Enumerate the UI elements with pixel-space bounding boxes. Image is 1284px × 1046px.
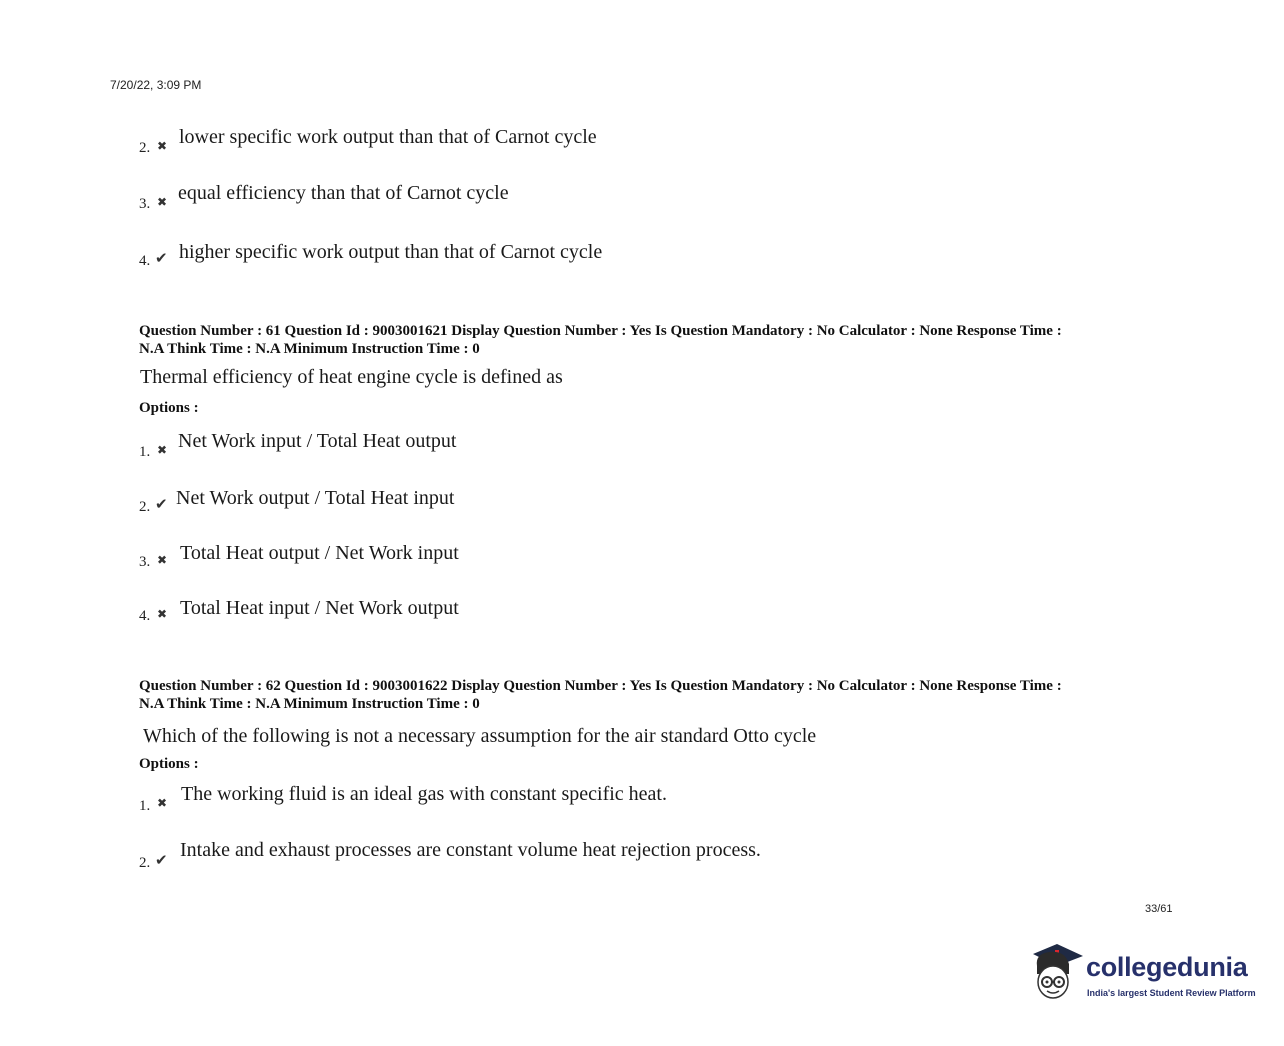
- option-text: Total Heat output / Net Work input: [180, 542, 459, 564]
- option-number: 2.: [139, 499, 151, 515]
- check-icon: ✔: [155, 853, 168, 869]
- option-number: 1.: [139, 798, 151, 814]
- options-label: Options :: [139, 756, 199, 772]
- option-number: 4.: [139, 253, 151, 269]
- check-icon: ✔: [155, 251, 168, 267]
- print-timestamp: 7/20/22, 3:09 PM: [110, 78, 202, 92]
- option-text: higher specific work output than that of Carnot cycle: [179, 241, 603, 263]
- brand-tagline: India's largest Student Review Platform: [1087, 988, 1256, 998]
- option-text: Intake and exhaust processes are constant volume heat rejection process.: [180, 839, 761, 861]
- cross-icon: ✖: [157, 443, 168, 457]
- options-label: Options :: [139, 400, 199, 416]
- question-meta-line: N.A Think Time : N.A Minimum Instruction Time : 0: [139, 341, 480, 357]
- question-meta-line: Question Number : 61 Question Id : 9003001621 Display Question Number : Yes Is Question Mandatory : No Calculator : None Response Time :: [139, 323, 1062, 339]
- option-number: 4.: [139, 608, 151, 624]
- option-number: 3.: [139, 554, 151, 570]
- mascot-logo-icon: [1025, 940, 1087, 1010]
- option-number: 3.: [139, 196, 151, 212]
- question-meta-line: N.A Think Time : N.A Minimum Instruction Time : 0: [139, 696, 480, 712]
- option-text: equal efficiency than that of Carnot cycle: [178, 182, 509, 204]
- option-text: lower specific work output than that of Carnot cycle: [179, 126, 597, 148]
- cross-icon: ✖: [157, 139, 168, 153]
- question-text: Which of the following is not a necessary assumption for the air standard Otto cycle: [143, 725, 817, 747]
- option-text: Net Work input / Total Heat output: [178, 430, 457, 452]
- option-text: The working fluid is an ideal gas with constant specific heat.: [181, 783, 667, 805]
- option-text: Total Heat input / Net Work output: [180, 597, 459, 619]
- page-number: 33/61: [1145, 903, 1173, 915]
- cross-icon: ✖: [157, 607, 168, 621]
- option-number: 2.: [139, 140, 151, 156]
- question-meta-line: Question Number : 62 Question Id : 9003001622 Display Question Number : Yes Is Question Mandatory : No Calculator : None Response Time :: [139, 678, 1062, 694]
- option-number: 1.: [139, 444, 151, 460]
- question-meta: [139, 322, 1149, 358]
- question-text: Thermal efficiency of heat engine cycle is defined as: [140, 366, 563, 388]
- brand-logo-text: collegedunia: [1086, 952, 1248, 982]
- cross-icon: ✖: [157, 553, 168, 567]
- cross-icon: ✖: [157, 796, 168, 810]
- cross-icon: ✖: [157, 195, 168, 209]
- question-meta: [139, 677, 1149, 713]
- check-icon: ✔: [155, 497, 168, 513]
- option-text: Net Work output / Total Heat input: [176, 487, 455, 509]
- option-number: 2.: [139, 855, 151, 871]
